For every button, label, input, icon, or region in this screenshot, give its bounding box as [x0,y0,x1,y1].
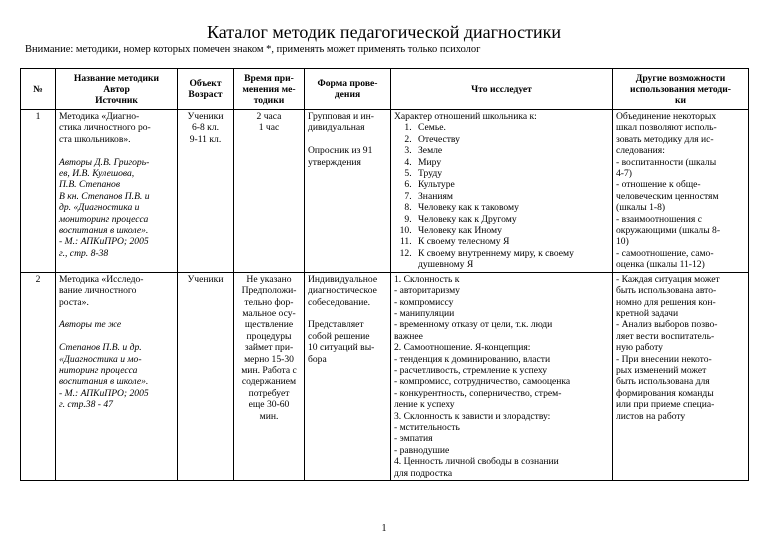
studies-item: 2. Отечеству [414,134,609,145]
text-line: ляет вести воспитатель- [616,330,715,342]
col-header-time [234,69,305,110]
text-line: 6-8 кл. [191,122,220,134]
text-line: 4. Ценность личной свободы в сознании [394,456,559,468]
studies-intro: Характер отношений школьника к: [394,111,537,122]
text-line: - манипуляции [394,307,455,319]
text-line: оценка (шкалы 11-12) [616,259,705,271]
text-line: 10 ситуаций вы- [308,342,375,354]
text-line: - самоотношение, само- [616,247,714,259]
text-line: П.В. Степанов [59,179,121,191]
text-line: Опросник из 91 [308,145,373,157]
text-line: зовать методику для ис- [616,133,714,145]
text-line: дивидуальная [308,122,365,134]
text-line: быть использована авто- [616,285,717,297]
studies-item: 6. Культуре [414,179,609,190]
text-line: Другие возможности [635,72,726,84]
text-line: Групповая и ин- [308,111,374,122]
text-line: воспитания в школе». [59,225,149,237]
text-line: мальное осу- [242,307,296,319]
text-line: Авторы те же [59,319,122,331]
text-line: Автор [103,83,130,95]
studies-item: 5. Труду [414,168,609,179]
text-line: - Каждая ситуация может [616,273,720,285]
text-line: ществление [244,319,294,331]
text-line: ную работу [616,342,663,354]
text-line: (шкалы 1-8) [616,202,666,214]
studies-item: 8. Человеку как к таковому [414,202,609,213]
text-line: формирования команды [616,387,714,399]
text-line: 1 час [258,122,280,134]
text-line: др. «Диагностика и [59,202,140,214]
text-line: Методика «Исследо- [59,273,144,285]
text-line [308,134,387,145]
text-line: кретной задачи [616,307,679,319]
text-line: Форма прове- [317,78,378,89]
table-header-row [21,69,749,110]
text-line: Степанов П.В. и др. [59,342,142,354]
form-cell [305,110,391,273]
studies-item: 1. Семье. [414,122,609,133]
text-line: - М.: АПКиПРО; 2005 [59,387,149,399]
method-cell [56,110,178,273]
object-cell [178,110,234,273]
text-line: стика личностного ро- [59,122,151,134]
text-line: ста школьников». [59,133,131,145]
text-line: г., стр. 8-38 [59,247,109,259]
text-line: воспитания в школе». [59,376,149,388]
text-line: еще 30-60 [248,399,290,411]
studies-item: 9. Человеку как к Другому [414,214,609,225]
text-line: человеческим ценностям [616,190,719,202]
text-line: Индивидуальное [308,273,378,285]
text-line: собеседование. [308,296,371,308]
text-line: ки [674,94,687,106]
row-number: 1 [21,110,56,273]
page-title: Каталог методик педагогической диагностики [207,22,561,42]
text-line: В кн. Степанов П.В. и [59,190,150,202]
text-line: процедуры [246,330,292,342]
text-line: дения [334,89,361,100]
studies-item: 4. Миру [414,157,609,168]
text-line: - М.: АПКиПРО; 2005 [59,236,149,248]
studies-list [394,122,609,270]
text-line: Возраст [188,89,223,100]
col-header-num: № [21,69,56,110]
text-line: Источник [95,94,138,106]
text-line: Не указано [246,273,292,285]
text-line: 2. Самоотношение. Я-концепция: [394,342,531,354]
text-line: быть использована для [616,376,710,388]
text-line: Представляет [308,319,364,331]
text-line: листов на работу [616,410,686,422]
text-line: - эмпатия [394,433,433,445]
text-line: Методика «Диагно- [59,111,140,122]
text-line: Ученики [187,111,224,122]
text-line: рых изменений может [616,364,707,376]
method-author-source [59,319,174,410]
text-line: следования: [616,145,665,157]
text-line: мониторинг процесса [59,213,149,225]
object-cell [178,272,234,480]
text-line: Время при- [244,72,294,84]
text-line: Предположи- [241,285,297,297]
text-line: окружающими (шкалы 8- [616,225,721,237]
text-line: - воспитанности (шкалы [616,156,717,168]
text-line: потребует [248,387,290,399]
text-line: Ученики [187,273,224,285]
text-line: ев, И.В. Кулешова, [59,168,135,180]
text-line: 1. Склонность к [394,273,460,285]
text-line [59,331,174,342]
text-line: вание личностного [59,285,137,297]
col-header-form [305,69,391,110]
text-line: - компромиссу [394,296,454,308]
text-line: «Диагностика и мо- [59,353,142,365]
text-line: Объединение некоторых [616,111,717,122]
method-name [59,274,174,308]
text-line: Авторы Д.В. Григорь- [59,156,150,168]
col-header-other [613,69,749,110]
text-line: шкал позволяют исполь- [616,122,717,134]
text-line: ление к успеху [394,399,455,411]
text-line: - авторитаризму [394,285,460,297]
form-cell [305,272,391,480]
method-name [59,111,174,145]
row-number: 2 [21,272,56,480]
text-line: Объект [189,78,222,89]
studies-item: 10. Человеку как Иному [414,225,609,236]
text-line: займет при- [244,342,294,354]
text-line: - отношение к обще- [616,179,701,191]
text-line: - временному отказу от цели, т.к. люди [394,319,553,331]
col-header-studies: Что исследует [391,69,613,110]
text-line: мин. [259,410,279,422]
text-line: - расчетливость, стремление к успеху [394,364,548,376]
studies-item: 7. Знаниям [414,191,609,202]
text-line: 2 часа [256,111,282,122]
time-cell [234,272,305,480]
text-line: утверждения [308,156,361,168]
text-line: ниторинг процесса [59,364,138,376]
text-line: 4-7) [616,168,632,180]
table-row [21,110,749,273]
text-line: Название методики [73,72,160,84]
text-line: 3. Склонность к зависти и злорадству: [394,410,551,422]
text-line: диагностическое [308,285,377,297]
method-author-source [59,157,174,260]
text-line: - тенденция к доминированию, власти [394,353,551,365]
text-line: роста». [59,296,89,308]
text-line: менения ме- [242,83,296,95]
col-header-name [56,69,178,110]
text-line: использования методи- [630,83,731,95]
text-line: - равнодушие [394,444,450,456]
text-line: 9-11 кл. [189,133,222,145]
text-line: - взаимоотношения с [616,213,702,225]
text-line [308,308,387,319]
text-line: для подростка [394,467,453,479]
text-line: - компромисс, сотрудничество, самооценка [394,376,571,388]
table-row [21,272,749,480]
text-line: - Анализ выборов позво- [616,319,718,331]
page-number: 1 [381,523,387,534]
other-uses-cell [613,272,749,480]
text-line: г. стр.38 - 47 [59,399,113,411]
text-line: - При внесении некото- [616,353,712,365]
text-line: или при приеме специа- [616,399,715,411]
warning-note: Внимание: методики, номер которых помечен знаком *, применять может применять только психолог [25,44,481,55]
studies-cell [391,272,613,480]
studies-item: 12. К своему внутреннему миру, к своему душевному Я [414,248,609,271]
text-line: собой решение [308,330,370,342]
studies-item: 11. К своему телесному Я [414,236,609,247]
other-uses-cell [613,110,749,273]
text-line: номно для решения кон- [616,296,716,308]
time-cell [234,110,305,273]
studies-item: 3. Земле [414,145,609,156]
text-line: содержанием [241,376,297,388]
text-line: мерно 15-30 [244,353,294,365]
col-header-object [178,69,234,110]
text-line: - конкурентность, соперничество, стрем- [394,387,562,399]
text-line: - мстительность [394,421,460,433]
text-line: 10) [616,236,629,248]
method-cell [56,272,178,480]
text-line: важнее [394,330,423,342]
text-line: тельно фор- [244,296,294,308]
text-line: мин. Работа с [241,364,297,376]
studies-cell [391,110,613,273]
methods-table [20,68,749,481]
text-line: бора [308,353,327,365]
text-line: тодики [253,94,285,106]
